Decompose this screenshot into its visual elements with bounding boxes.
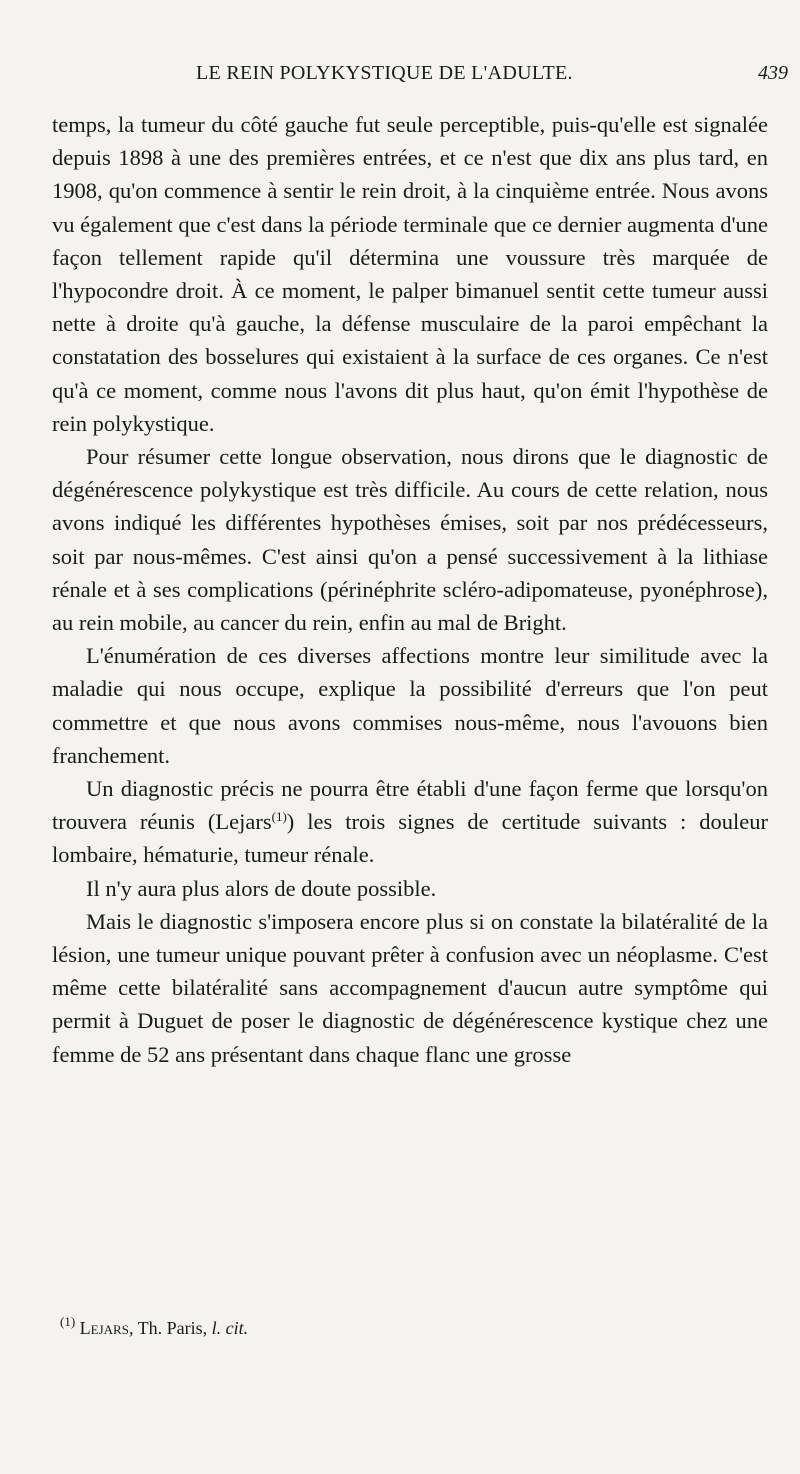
footnote-text: , Th. Paris, xyxy=(128,1318,212,1338)
paragraph: L'énumération de ces diverses affections montre leur similitude avec la maladie qui nous occupe, explique la possibilité d'erreurs que l'on peut commettre et que nous avons commises nous-même, nous l'avouons bien franchement. xyxy=(52,643,768,768)
paragraph: Pour résumer cette longue observation, nous dirons que le diagnostic de dégénérescence polykystique est très difficile. Au cours de cette relation, nous avons indiqué les différentes hypothèses émises, soit par nos prédécesseurs, soit par nous-mêmes. C'est ainsi qu'on a pensé successivement à la lithiase rénale et à ses complications (périnéphrite scléro-adipomateuse, pyonéphrose), au rein mobile, au cancer du rein, enfin au mal de Bright. xyxy=(52,444,768,636)
body-text xyxy=(52,108,768,1071)
page-header xyxy=(0,62,800,92)
paragraph: Il n'y aura plus alors de doute possible. xyxy=(86,875,437,901)
paragraph: Mais le diagnostic s'imposera encore plus si on constate la bilatéralité de la lésion, une tumeur unique pouvant prêter à confusion avec un néoplasme. C'est même cette bilatéralité sans accompagnement d'aucun autre symptôme qui permit à Duguet de poser le diagnostic de dégénérescence kystique chez une femme de 52 ans présentant dans chaque flanc une grosse xyxy=(52,908,768,1067)
footnote xyxy=(60,1314,249,1339)
page-number: 439 xyxy=(758,62,788,84)
footnote-marker: (1) xyxy=(271,809,287,825)
paragraph-text: Un diagnostic précis ne pourra être établi d'une façon ferme que lorsqu'on trouvera réunis (Lejars xyxy=(52,776,768,835)
paragraph-text: ) les trois signes de certitude suivants : douleur lombaire, hématurie, tumeur rénale. xyxy=(52,809,768,868)
running-title: LE REIN POLYKYSTIQUE DE L'ADULTE. xyxy=(196,62,573,84)
paragraph xyxy=(52,772,768,872)
footnote-citation: l. cit. xyxy=(211,1318,249,1338)
footnote-author: Lejars xyxy=(79,1318,129,1338)
footnote-number: (1) xyxy=(60,1314,76,1329)
paragraph: temps, la tumeur du côté gauche fut seule perceptible, puis-qu'elle est signalée depuis 1898 à une des premières entrées, et ce n'est que dix ans plus tard, en 1908, qu'on commence à sentir le rein droit, à la cinquième entrée. Nous avons vu également que c'est dans la période terminale que ce dernier augmenta d'une façon tellement rapide qu'il détermina une voussure très marquée de l'hypocondre droit. À ce moment, le palper bimanuel sentit cette tumeur aussi nette à droite qu'à gauche, la défense musculaire de la paroi empêchant la constatation des bosselures qui existaient à la surface de ces organes. Ce n'est qu'à ce moment, comme nous l'avons dit plus haut, qu'on émit l'hypothèse de rein polykystique. xyxy=(52,112,768,436)
